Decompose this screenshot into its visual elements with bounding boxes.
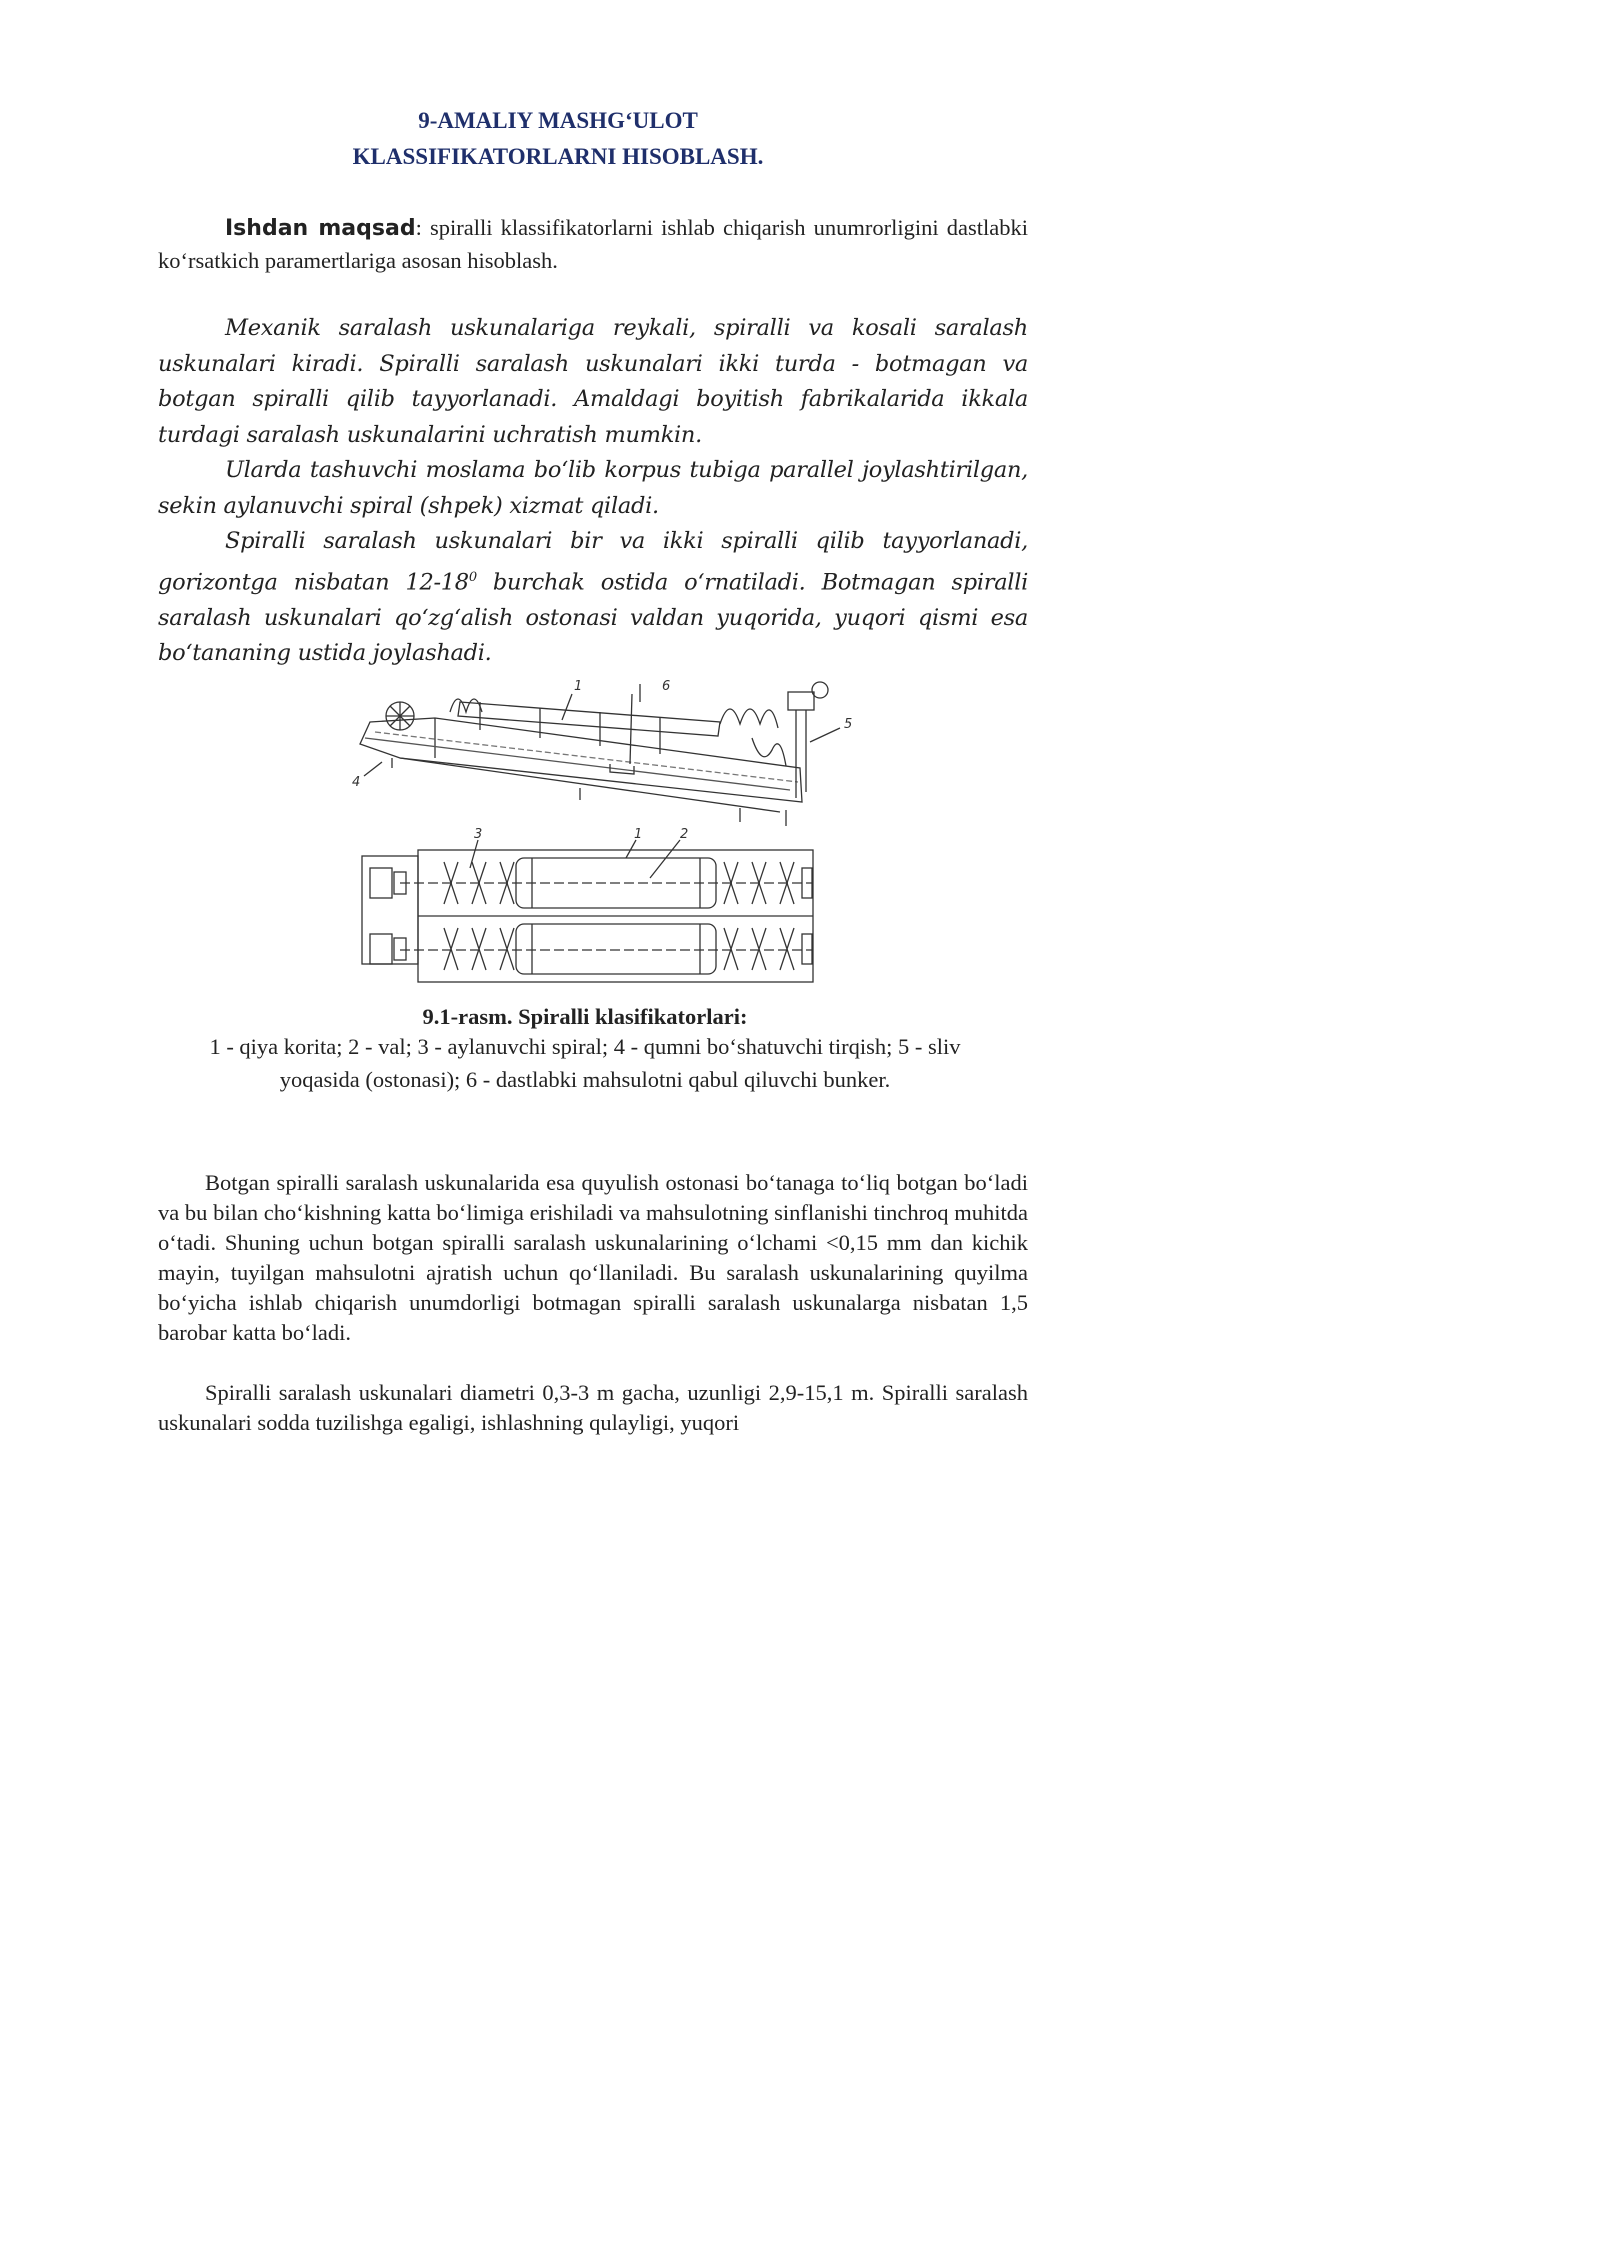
figure-label-4: 4	[352, 775, 361, 790]
figure-label-2: 2	[680, 827, 689, 842]
practical-lesson-number: 9-AMALIY MASHG‘ULOT	[418, 108, 698, 133]
intro-paragraph-2: Ularda tashuvchi moslama bo‘lib korpus tubiga parallel joylashtirilgan, sekin aylanuvchi spiral (shpek) xizmat qiladi.	[158, 457, 1028, 519]
goal-text: : spiralli klassifikatorlarni ishlab chiqarish unumrorligini dastlabki ko‘rsatkich paramertlariga asosan hisoblash.	[158, 215, 1028, 273]
figure-caption-title: 9.1-rasm. Spiralli klasifikatorlari:	[422, 1004, 748, 1029]
goal-paragraph	[158, 212, 1028, 277]
page-title: KLASSIFIKATORLARNI HISOBLASH.	[352, 144, 764, 169]
top-view	[362, 840, 813, 982]
intro-paragraph-3	[158, 524, 1028, 672]
intro-paragraph-1: Mexanik saralash uskunalariga reykali, spiralli va kosali saralash uskunalari kiradi. Spiralli saralash uskunalari ikki turda - botmagan va botgan spiralli qilib tayyorlanadi. Amaldagi boyitish fabrikalarida ikkala turdagi saralash uskunalarini uchratish mumkin.	[158, 315, 1028, 448]
intro-paragraph-3-part-b: burchak ostida o‘rnatiladi. Botmagan spiralli saralash uskunalari qo‘zg‘alish ostonasi valdan yuqorida, yuqori qismi esa bo‘tananing ustida joylashadi.	[158, 569, 1028, 666]
document-page	[0, 0, 1116, 1579]
figure-label-3: 3	[474, 827, 483, 842]
goal-lead: Ishdan maqsad	[225, 216, 416, 241]
figure-label-1-top: 1	[574, 679, 583, 694]
spiral-classifier-drawing	[340, 672, 860, 998]
body-paragraph-1: Botgan spiralli saralash uskunalarida esa quyulish ostonasi bo‘tanaga to‘liq botgan bo‘ladi va bu bilan cho‘kishning katta bo‘limiga erishiladi va mahsulotning sinflanishi tinchroq muhitda o‘tadi. Shuning uchun botgan spiralli saralash uskunalarining o‘lchami <0,15 mm dan kichik mayin, tuyilgan mahsulotni ajratish uchun qo‘llaniladi. Bu saralash uskunalarining quyilma bo‘yicha ishlab chiqarish unumdorligi botmagan spiralli saralash uskunalarga nisbatan 1,5 barobar katta bo‘ladi.	[158, 1170, 1028, 1345]
intro-paragraph-3-part-a: Spiralli saralash uskunalari bir va ikki spiralli qilib tayyorlanadi, gorizontga nisbatan 12-18	[158, 528, 1028, 595]
figure-caption-body: 1 - qiya korita; 2 - val; 3 - aylanuvchi spiral; 4 - qumni bo‘shatuvchi tirqish; 5 - sliv yoqasida (ostonasi); 6 - dastlabki mahsulotni qabul qiluvchi bunker.	[209, 1034, 961, 1092]
figure-label-6: 6	[662, 679, 671, 694]
side-view	[360, 682, 840, 826]
figure-label-1-bottom: 1	[634, 827, 643, 842]
figure-label-5: 5	[844, 717, 853, 732]
body-paragraph-2: Spiralli saralash uskunalari diametri 0,3-3 m gacha, uzunligi 2,9-15,1 m. Spiralli saralash uskunalari sodda tuzilishga egaligi, ishlashning qulayligi, yuqori	[158, 1380, 1028, 1435]
degree-superscript: 0	[468, 569, 477, 585]
